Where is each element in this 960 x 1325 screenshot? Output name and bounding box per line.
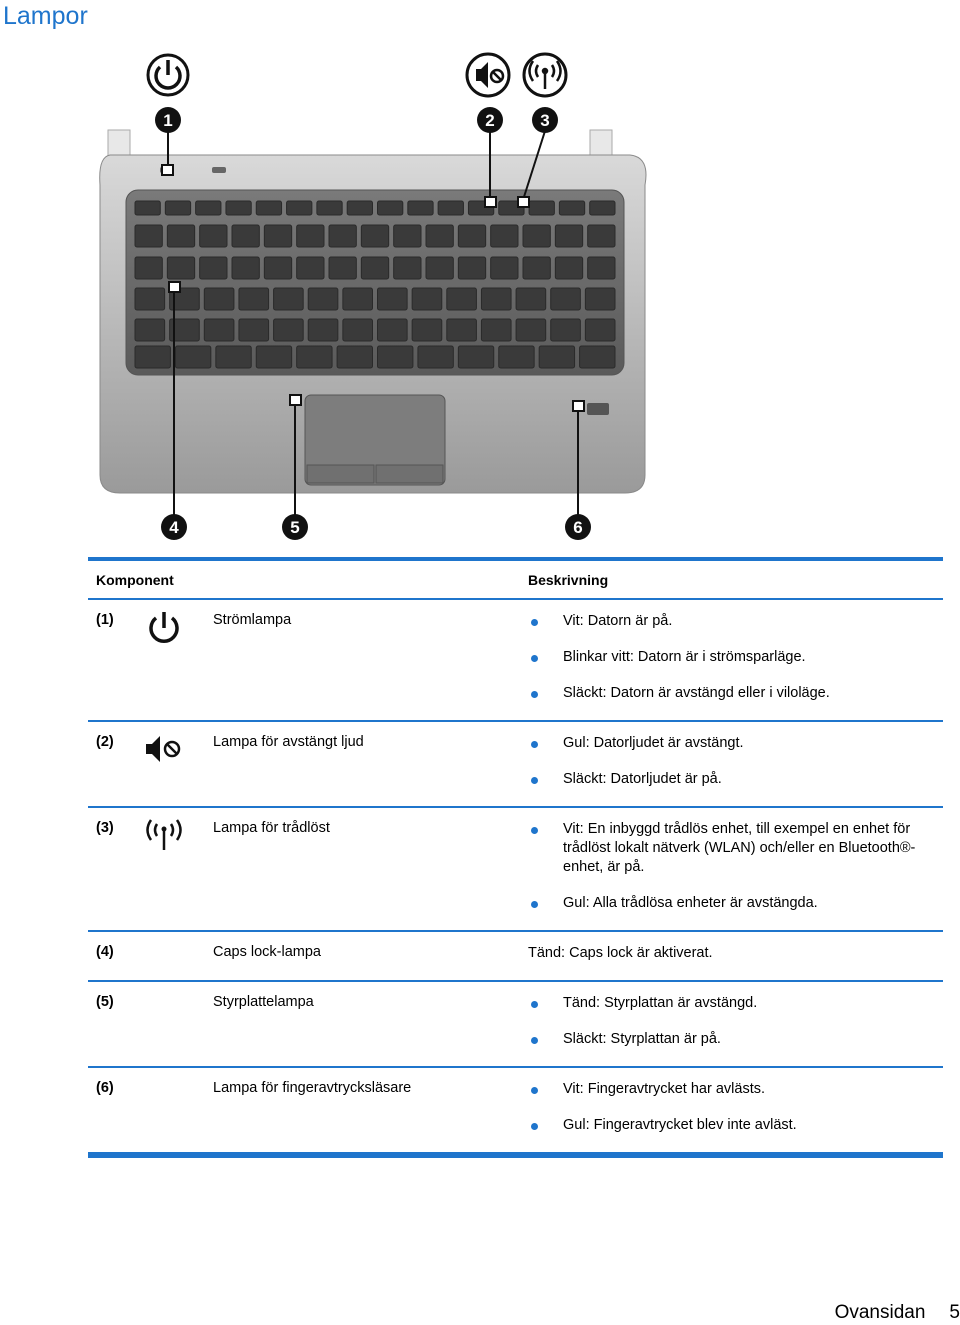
keyboard-key bbox=[588, 225, 615, 247]
wireless-icon bbox=[144, 818, 184, 852]
description-item: Gul: Alla trådlösa enheter är avstängda. bbox=[528, 894, 933, 913]
keyboard-key bbox=[394, 225, 421, 247]
keyboard-key bbox=[135, 288, 165, 310]
keyboard-key bbox=[226, 201, 251, 215]
keyboard-key bbox=[196, 201, 221, 215]
keyboard-key bbox=[175, 346, 210, 368]
keyboard-key bbox=[135, 257, 162, 279]
keyboard-key bbox=[551, 319, 581, 341]
keyboard-key bbox=[426, 225, 453, 247]
description-item: Släckt: Styrplattan är på. bbox=[528, 1030, 933, 1049]
table-row bbox=[88, 600, 943, 722]
keyboard-key bbox=[412, 288, 442, 310]
description-item: Vit: En inbyggd trådlös enhet, till exempel en enhet för trådlöst lokalt nätverk (WLAN) och/eller en Bluetooth®-enhet, är på. bbox=[528, 820, 933, 877]
callout-5-label: 5 bbox=[290, 518, 300, 537]
keyboard-key bbox=[426, 257, 453, 279]
row-number: (4) bbox=[96, 944, 114, 960]
component-name: Lampa för fingeravtrycksläsare bbox=[213, 1080, 412, 1096]
keyboard-key bbox=[239, 319, 269, 341]
keyboard-key bbox=[167, 257, 194, 279]
footer-section: Ovansidan bbox=[834, 1302, 926, 1323]
keyboard-key bbox=[361, 225, 388, 247]
row-number: (6) bbox=[96, 1080, 114, 1096]
components-table bbox=[88, 557, 943, 1158]
keyboard-key bbox=[297, 346, 332, 368]
callout-2-label: 2 bbox=[485, 111, 495, 130]
keyboard-key bbox=[590, 201, 615, 215]
keyboard-key bbox=[274, 288, 304, 310]
keyboard-key bbox=[523, 225, 550, 247]
keyboard-key bbox=[274, 319, 304, 341]
keyboard-key bbox=[516, 288, 546, 310]
row-number: (1) bbox=[96, 612, 114, 628]
keyboard-key bbox=[361, 257, 388, 279]
keyboard-key bbox=[447, 288, 477, 310]
keyboard-key bbox=[516, 319, 546, 341]
keyboard-key bbox=[438, 201, 463, 215]
keyboard-key bbox=[264, 257, 291, 279]
table-row bbox=[88, 932, 943, 982]
keyboard-key bbox=[551, 288, 581, 310]
keyboard-key bbox=[378, 346, 413, 368]
keyboard-key bbox=[232, 257, 259, 279]
keyboard-key bbox=[287, 201, 312, 215]
table-bottom-rule bbox=[88, 1154, 943, 1158]
keyboard-key bbox=[264, 225, 291, 247]
keyboard-key bbox=[378, 288, 408, 310]
description-text: Tänd: Caps lock är aktiverat. bbox=[528, 945, 713, 961]
keyboard-key bbox=[135, 319, 165, 341]
keyboard-key bbox=[418, 346, 453, 368]
keyboard-key bbox=[499, 346, 534, 368]
description-item: Släckt: Datorljudet är på. bbox=[528, 770, 933, 789]
keyboard-key bbox=[491, 225, 518, 247]
keyboard-key bbox=[317, 201, 342, 215]
mute-icon bbox=[467, 54, 509, 96]
keyboard-key bbox=[491, 257, 518, 279]
table-row bbox=[88, 982, 943, 1068]
power-icon bbox=[148, 55, 188, 95]
keyboard-key bbox=[135, 201, 160, 215]
keyboard-key bbox=[200, 225, 227, 247]
table-row bbox=[88, 722, 943, 808]
keyboard-key bbox=[378, 201, 403, 215]
row-number: (3) bbox=[96, 820, 114, 836]
keyboard-key bbox=[588, 257, 615, 279]
keyboard-key bbox=[481, 288, 511, 310]
keyboard-key bbox=[204, 288, 234, 310]
keyboard-key bbox=[555, 225, 582, 247]
keyboard-key bbox=[200, 257, 227, 279]
keyboard-key bbox=[308, 288, 338, 310]
callout-3-label: 3 bbox=[540, 111, 550, 130]
keyboard-key bbox=[308, 319, 338, 341]
keyboard-key bbox=[458, 346, 493, 368]
keyboard-key bbox=[394, 257, 421, 279]
keyboard-key bbox=[329, 225, 356, 247]
keyboard-key bbox=[329, 257, 356, 279]
keyboard-key bbox=[347, 201, 372, 215]
keyboard-key bbox=[580, 346, 615, 368]
keyboard-key bbox=[232, 225, 259, 247]
keyboard-key bbox=[135, 225, 162, 247]
keyboard-key bbox=[297, 257, 324, 279]
keyboard-key bbox=[165, 201, 190, 215]
keyboard-key bbox=[256, 201, 281, 215]
keyboard-key bbox=[343, 319, 373, 341]
keyboard-key bbox=[585, 288, 615, 310]
component-name: Styrplattelampa bbox=[213, 994, 314, 1010]
keyboard-key bbox=[297, 225, 324, 247]
component-name: Caps lock-lampa bbox=[213, 944, 321, 960]
keyboard-key bbox=[337, 346, 372, 368]
keyboard-key bbox=[204, 319, 234, 341]
mute-icon bbox=[144, 734, 186, 764]
keyboard-key bbox=[412, 319, 442, 341]
component-name: Strömlampa bbox=[213, 612, 292, 628]
keyboard-key bbox=[555, 257, 582, 279]
keyboard-key bbox=[458, 225, 485, 247]
keyboard-key bbox=[239, 288, 269, 310]
keyboard-key bbox=[585, 319, 615, 341]
component-name: Lampa för avstängt ljud bbox=[213, 734, 364, 750]
power-icon bbox=[144, 608, 184, 648]
callout-1-label: 1 bbox=[163, 111, 173, 130]
keyboard-key bbox=[408, 201, 433, 215]
keyboard-key bbox=[458, 257, 485, 279]
header-component: Komponent bbox=[96, 572, 174, 588]
keyboard-key bbox=[135, 346, 170, 368]
callout-6-label: 6 bbox=[573, 518, 583, 537]
keyboard-key bbox=[559, 201, 584, 215]
description-item: Tänd: Styrplattan är avstängd. bbox=[528, 994, 933, 1013]
wireless-icon bbox=[524, 54, 566, 96]
keyboard-key bbox=[343, 288, 373, 310]
component-name: Lampa för trådlöst bbox=[213, 820, 330, 836]
keyboard-key bbox=[216, 346, 251, 368]
row-number: (2) bbox=[96, 734, 114, 750]
description-item: Vit: Datorn är på. bbox=[528, 612, 933, 631]
keyboard-key bbox=[447, 319, 477, 341]
keyboard-key bbox=[378, 319, 408, 341]
keyboard-key bbox=[523, 257, 550, 279]
description-item: Gul: Fingeravtrycket blev inte avläst. bbox=[528, 1116, 933, 1135]
page-footer bbox=[835, 1302, 960, 1324]
keyboard-key bbox=[167, 225, 194, 247]
keyboard-key bbox=[481, 319, 511, 341]
keyboard-key bbox=[256, 346, 291, 368]
page-number: 5 bbox=[949, 1302, 960, 1323]
description-item: Blinkar vitt: Datorn är i strömsparläge. bbox=[528, 648, 933, 667]
row-number: (5) bbox=[96, 994, 114, 1010]
table-row bbox=[88, 808, 943, 932]
description-item: Släckt: Datorn är avstängd eller i viloläge. bbox=[528, 684, 933, 703]
callout-4-label: 4 bbox=[169, 518, 179, 537]
page-title: Lampor bbox=[3, 2, 88, 30]
description-item: Gul: Datorljudet är avstängt. bbox=[528, 734, 933, 753]
keyboard-key bbox=[529, 201, 554, 215]
laptop-illustration bbox=[90, 45, 670, 545]
description-item: Vit: Fingeravtrycket har avlästs. bbox=[528, 1080, 933, 1099]
keyboard-key bbox=[539, 346, 574, 368]
table-header bbox=[88, 561, 943, 600]
header-description: Beskrivning bbox=[528, 572, 609, 588]
table-row bbox=[88, 1068, 943, 1154]
